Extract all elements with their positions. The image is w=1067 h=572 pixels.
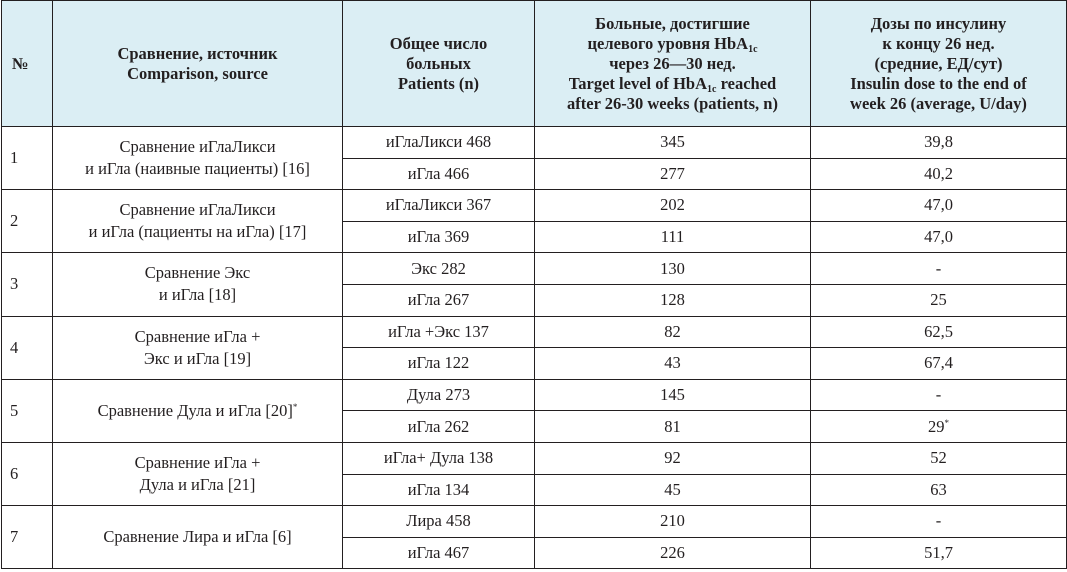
header-row <box>2 1 1067 127</box>
target-cell: 45 <box>535 474 811 506</box>
header-patients <box>343 1 535 127</box>
dose-cell <box>811 284 1067 316</box>
comparison-text: Сравнение Экс <box>144 263 251 283</box>
comparison-line <box>57 452 338 474</box>
dose-value: - <box>935 385 942 405</box>
comparison-footnote-mark: * <box>292 401 298 412</box>
header-patients-line3: Patients (n) <box>397 73 480 93</box>
dose-cell <box>811 158 1067 190</box>
comparison-line <box>57 526 338 548</box>
comparison-text: Сравнение иГла + <box>134 453 261 473</box>
patients-cell: иГла 267 <box>343 284 535 316</box>
patients-cell: иГла 134 <box>343 474 535 506</box>
dose-footnote-mark: * <box>944 417 949 428</box>
comparison-cell <box>53 442 343 505</box>
dose-cell <box>811 474 1067 506</box>
header-target-line5: after 26-30 weeks (patients, n) <box>567 93 778 113</box>
patients-cell: Экс 282 <box>343 253 535 285</box>
row-number: 4 <box>2 316 53 379</box>
header-number: № <box>2 1 53 127</box>
header-dose-line5: week 26 (average, U/day) <box>850 93 1027 113</box>
comparison-text: и иГла [18] <box>158 285 237 305</box>
table-row <box>2 127 1067 159</box>
header-target <box>535 1 811 127</box>
header-target-line1: Больные, достигшие <box>595 13 750 33</box>
table-row <box>2 442 1067 474</box>
header-dose-line3: (средние, ЕД/сут) <box>874 53 1003 73</box>
header-target-line2 <box>539 34 806 54</box>
header-patients-line2: больных <box>406 53 471 73</box>
dose-cell <box>811 127 1067 159</box>
dose-value: 62,5 <box>924 321 953 341</box>
comparison-text: Сравнение иГлаЛикси <box>119 137 276 157</box>
comparison-line <box>57 284 338 306</box>
patients-cell: иГла 122 <box>343 348 535 380</box>
target-cell: 81 <box>535 411 811 443</box>
header-target-line3: через 26—30 нед. <box>609 53 736 73</box>
dose-value: 25 <box>930 290 947 310</box>
comparison-cell <box>53 127 343 190</box>
table-row <box>2 253 1067 285</box>
target-cell: 111 <box>535 221 811 253</box>
patients-cell: иГла 466 <box>343 158 535 190</box>
comparison-line <box>57 326 338 348</box>
comparison-text: Дула и иГла [21] <box>139 475 256 495</box>
target-cell: 128 <box>535 284 811 316</box>
dose-value: 63 <box>930 479 947 499</box>
dose-cell <box>811 506 1067 538</box>
target-cell: 277 <box>535 158 811 190</box>
row-number: 2 <box>2 190 53 253</box>
row-number: 6 <box>2 442 53 505</box>
comparison-text: Экс и иГла [19] <box>143 348 252 368</box>
patients-cell: иГлаЛикси 367 <box>343 190 535 222</box>
comparison-text: Сравнение иГлаЛикси <box>119 200 276 220</box>
comparison-text: и иГла (наивные пациенты) [16] <box>85 159 310 179</box>
patients-cell: иГла 467 <box>343 537 535 569</box>
patients-cell: иГлаЛикси 468 <box>343 127 535 159</box>
patients-cell: иГла +Экс 137 <box>343 316 535 348</box>
header-patients-line1: Общее число <box>389 33 488 53</box>
comparison-line <box>57 474 338 496</box>
dose-value: 52 <box>930 448 947 468</box>
dose-value: 29 <box>928 416 945 436</box>
comparison-line <box>57 221 338 243</box>
comparison-line <box>57 199 338 221</box>
target-cell: 130 <box>535 253 811 285</box>
dose-value: 47,0 <box>924 227 953 247</box>
dose-value: 39,8 <box>924 132 953 152</box>
header-dose-line1: Дозы по инсулину <box>870 13 1007 33</box>
header-dose-line2: к концу 26 нед. <box>882 33 995 53</box>
table-body <box>2 127 1067 569</box>
header-target-line4-suffix: reached <box>716 73 777 93</box>
row-number: 1 <box>2 127 53 190</box>
comparison-text: Сравнение иГла + <box>134 326 261 346</box>
dose-cell <box>811 348 1067 380</box>
patients-cell: иГла 369 <box>343 221 535 253</box>
comparison-cell <box>53 379 343 442</box>
row-number: 3 <box>2 253 53 316</box>
dose-cell <box>811 221 1067 253</box>
dose-value: 67,4 <box>924 353 953 373</box>
target-cell: 210 <box>535 506 811 538</box>
comparison-line <box>57 158 338 180</box>
patients-cell: иГла+ Дула 138 <box>343 442 535 474</box>
comparison-text: Сравнение Дула и иГла [20] <box>97 400 293 420</box>
dose-value: - <box>935 511 942 531</box>
header-comparison-en: Comparison, source <box>127 63 268 83</box>
table-header <box>2 1 1067 127</box>
table-row <box>2 316 1067 348</box>
comparison-text: Сравнение Лира и иГла [6] <box>103 527 292 547</box>
header-comparison <box>53 1 343 127</box>
comparison-line <box>57 262 338 284</box>
comparison-table <box>1 0 1067 569</box>
target-cell: 43 <box>535 348 811 380</box>
dose-cell <box>811 411 1067 443</box>
comparison-line <box>57 348 338 370</box>
header-comparison-ru: Сравнение, источник <box>117 43 278 63</box>
header-target-line2-text: целевого уровня HbA <box>587 33 749 53</box>
patients-cell: Лира 458 <box>343 506 535 538</box>
header-dose-line4: Insulin dose to the end of <box>850 73 1027 93</box>
table-row <box>2 506 1067 538</box>
dose-value: 47,0 <box>924 195 953 215</box>
comparison-cell <box>53 316 343 379</box>
target-cell: 345 <box>535 127 811 159</box>
target-cell: 82 <box>535 316 811 348</box>
dose-value: 51,7 <box>924 543 953 563</box>
header-target-line2-sub: 1c <box>748 43 758 55</box>
dose-value: 40,2 <box>924 163 953 183</box>
dose-cell <box>811 379 1067 411</box>
dose-cell <box>811 442 1067 474</box>
header-target-line4-sub: 1c <box>707 83 717 95</box>
dose-cell <box>811 190 1067 222</box>
row-number: 5 <box>2 379 53 442</box>
target-cell: 92 <box>535 442 811 474</box>
comparison-cell <box>53 506 343 569</box>
patients-cell: иГла 262 <box>343 411 535 443</box>
comparison-line <box>57 136 338 158</box>
table-row <box>2 190 1067 222</box>
dose-value: - <box>935 258 942 278</box>
target-cell: 202 <box>535 190 811 222</box>
header-target-line4 <box>539 74 806 94</box>
dose-cell <box>811 253 1067 285</box>
target-cell: 226 <box>535 537 811 569</box>
table-row <box>2 379 1067 411</box>
comparison-cell <box>53 253 343 316</box>
dose-cell <box>811 316 1067 348</box>
patients-cell: Дула 273 <box>343 379 535 411</box>
row-number: 7 <box>2 506 53 569</box>
comparison-line <box>57 400 338 422</box>
comparison-cell <box>53 190 343 253</box>
comparison-text: и иГла (пациенты на иГла) [17] <box>88 222 307 242</box>
header-target-line4-text: Target level of HbA <box>568 73 708 93</box>
header-dose <box>811 1 1067 127</box>
target-cell: 145 <box>535 379 811 411</box>
dose-cell <box>811 537 1067 569</box>
